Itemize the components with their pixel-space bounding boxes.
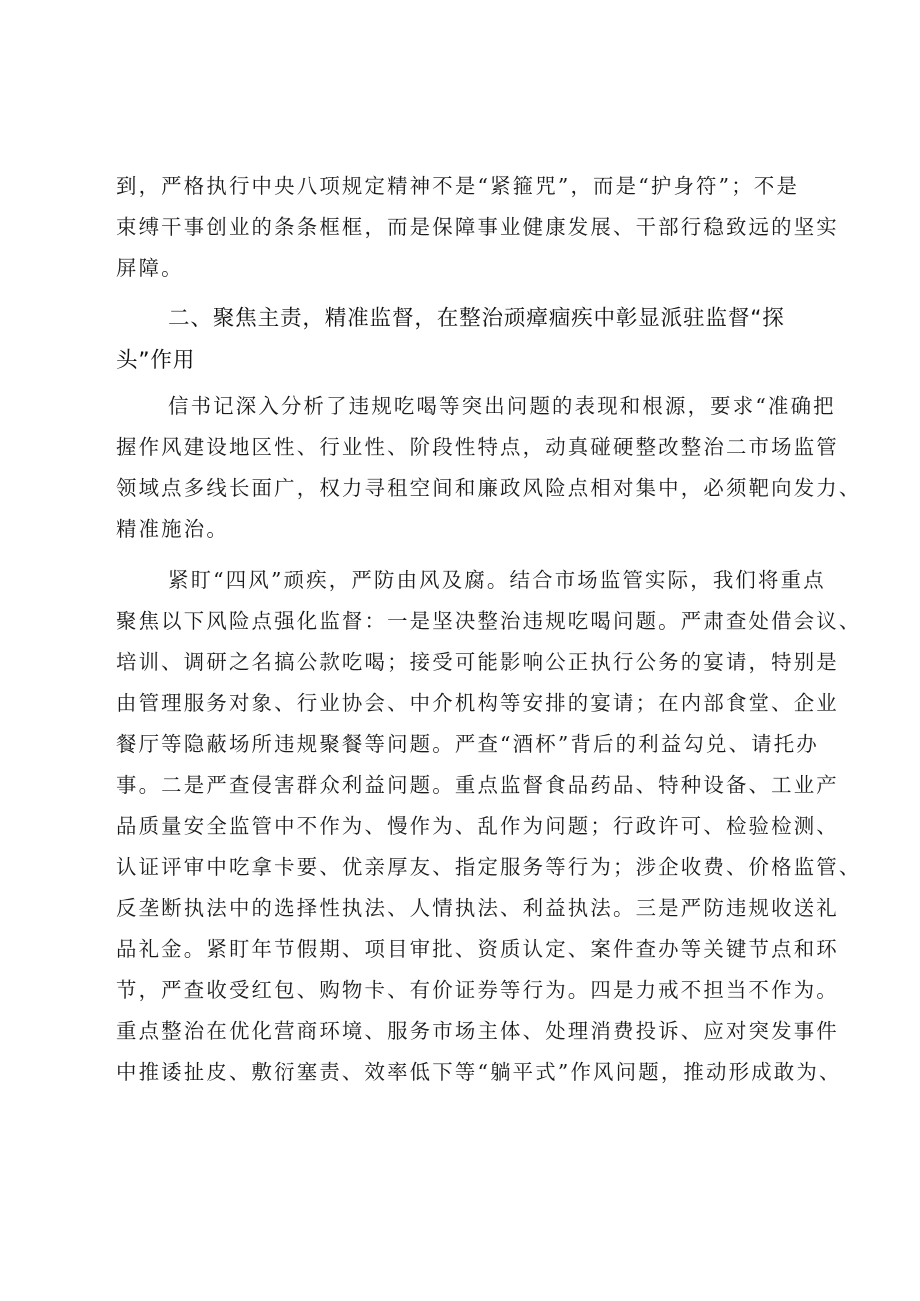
- text-line: 信书记深入分析了违规吃喝等突出问题的表现和根源，要求“准确把: [168, 394, 836, 418]
- heading-line: 头”作用: [116, 348, 196, 373]
- text-line: 品质量安全监管中不作为、慢作为、乱作为问题；行政许可、检验检测、: [116, 814, 839, 838]
- text-line: 到，严格执行中央八项规定精神不是“紧箍咒”，而是“护身符”；不是: [116, 174, 800, 198]
- text-line: 束缚干事创业的条条框框，而是保障事业健康发展、干部行稳致远的坚实: [116, 215, 839, 239]
- heading-line: 二、聚焦主责，精准监督，在整治顽瘴痼疾中彰显派驻监督“探: [168, 306, 785, 331]
- text-line: 领域点多线长面广，权力寻租空间和廉政风险点相对集中，必须靶向发力、: [116, 476, 862, 500]
- text-line: 餐厅等隐蔽场所违规聚餐等问题。严查“酒杯”背后的利益勾兑、请托办: [116, 732, 819, 756]
- text-line: 由管理服务对象、行业协会、中介机构等安排的宴请；在内部食堂、企业: [116, 691, 839, 715]
- text-line: 反垄断执法中的选择性执法、人情执法、利益执法。三是严防违规收送礼: [116, 896, 839, 920]
- text-line: 节，严查收受红包、购物卡、有价证券等行为。四是力戒不担当不作为。: [116, 978, 839, 1002]
- text-line: 中推诿扯皮、敷衍塞责、效率低下等“躺平式”作风问题，推动形成敢为、: [116, 1060, 842, 1084]
- text-line: 紧盯“四风”顽疾，严防由风及腐。结合市场监管实际，我们将重点: [168, 568, 826, 592]
- text-line: 培训、调研之名搞公款吃喝；接受可能影响公正执行公务的宴请，特别是: [116, 650, 839, 674]
- text-line: 品礼金。紧盯年节假期、项目审批、资质认定、案件查办等关键节点和环: [116, 937, 839, 961]
- text-line: 认证评审中吃拿卡要、优亲厚友、指定服务等行为；涉企收费、价格监管、: [116, 855, 862, 879]
- text-line: 精准施治。: [116, 517, 229, 541]
- text-line: 聚焦以下风险点强化监督：一是坚决整治违规吃喝问题。严肃查处借会议、: [116, 609, 862, 633]
- text-line: 事。二是严查侵害群众利益问题。重点监督食品药品、特种设备、工业产: [116, 773, 839, 797]
- text-line: 屏障。: [116, 256, 184, 280]
- text-line: 握作风建设地区性、行业性、阶段性特点，动真碰硬整改整治二市场监管: [116, 435, 839, 459]
- text-line: 重点整治在优化营商环境、服务市场主体、处理消费投诉、应对突发事件: [116, 1019, 839, 1043]
